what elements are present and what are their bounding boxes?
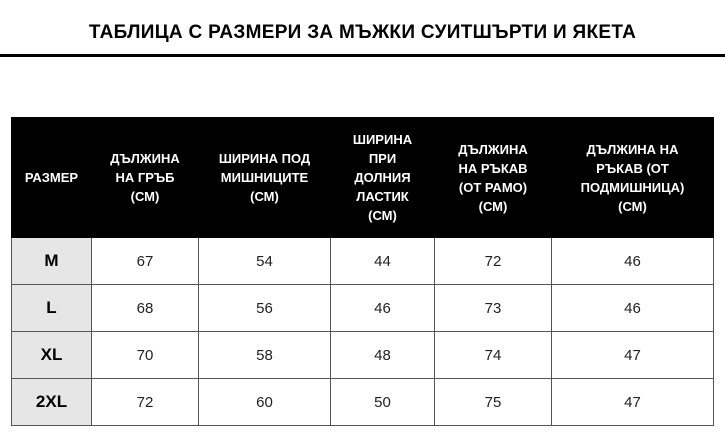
table-row	[12, 238, 714, 285]
table-cell: 50	[331, 379, 435, 426]
table-cell: 75	[435, 379, 552, 426]
header-hem-width: ШИРИНА ПРИ ДОЛНИЯ ЛАСТИК (СМ)	[331, 118, 435, 238]
table-cell: 48	[331, 332, 435, 379]
table-cell: 46	[552, 238, 714, 285]
table-row	[12, 285, 714, 332]
size-chart-table	[11, 117, 714, 426]
table-cell: 70	[92, 332, 199, 379]
size-cell: M	[12, 238, 92, 285]
header-back-length: ДЪЛЖИНА НА ГРЪБ (СМ)	[92, 118, 199, 238]
header-chest-width: ШИРИНА ПОД МИШНИЦИТЕ (СМ)	[199, 118, 331, 238]
table-cell: 74	[435, 332, 552, 379]
header-sleeve-from-shoulder: ДЪЛЖИНА НА РЪКАВ (ОТ РАМО) (СМ)	[435, 118, 552, 238]
table-row	[12, 379, 714, 426]
table-cell: 46	[552, 285, 714, 332]
size-cell: L	[12, 285, 92, 332]
table-cell: 60	[199, 379, 331, 426]
table-cell: 72	[92, 379, 199, 426]
table-cell: 54	[199, 238, 331, 285]
table-cell: 73	[435, 285, 552, 332]
size-cell: XL	[12, 332, 92, 379]
table-cell: 46	[331, 285, 435, 332]
size-cell: 2XL	[12, 379, 92, 426]
title-divider	[0, 54, 725, 57]
table-row	[12, 332, 714, 379]
table-cell: 47	[552, 332, 714, 379]
table-cell: 56	[199, 285, 331, 332]
table-cell: 67	[92, 238, 199, 285]
table-header-row	[12, 118, 714, 238]
header-sleeve-from-armpit: ДЪЛЖИНА НА РЪКАВ (ОТ ПОДМИШНИЦА) (СМ)	[552, 118, 714, 238]
table-cell: 68	[92, 285, 199, 332]
table-cell: 58	[199, 332, 331, 379]
table-cell: 47	[552, 379, 714, 426]
header-size: РАЗМЕР	[12, 118, 92, 238]
table-cell: 44	[331, 238, 435, 285]
table-cell: 72	[435, 238, 552, 285]
page-title: ТАБЛИЦА С РАЗМЕРИ ЗА МЪЖКИ СУИТШЪРТИ И ЯКЕТА	[88, 22, 637, 43]
